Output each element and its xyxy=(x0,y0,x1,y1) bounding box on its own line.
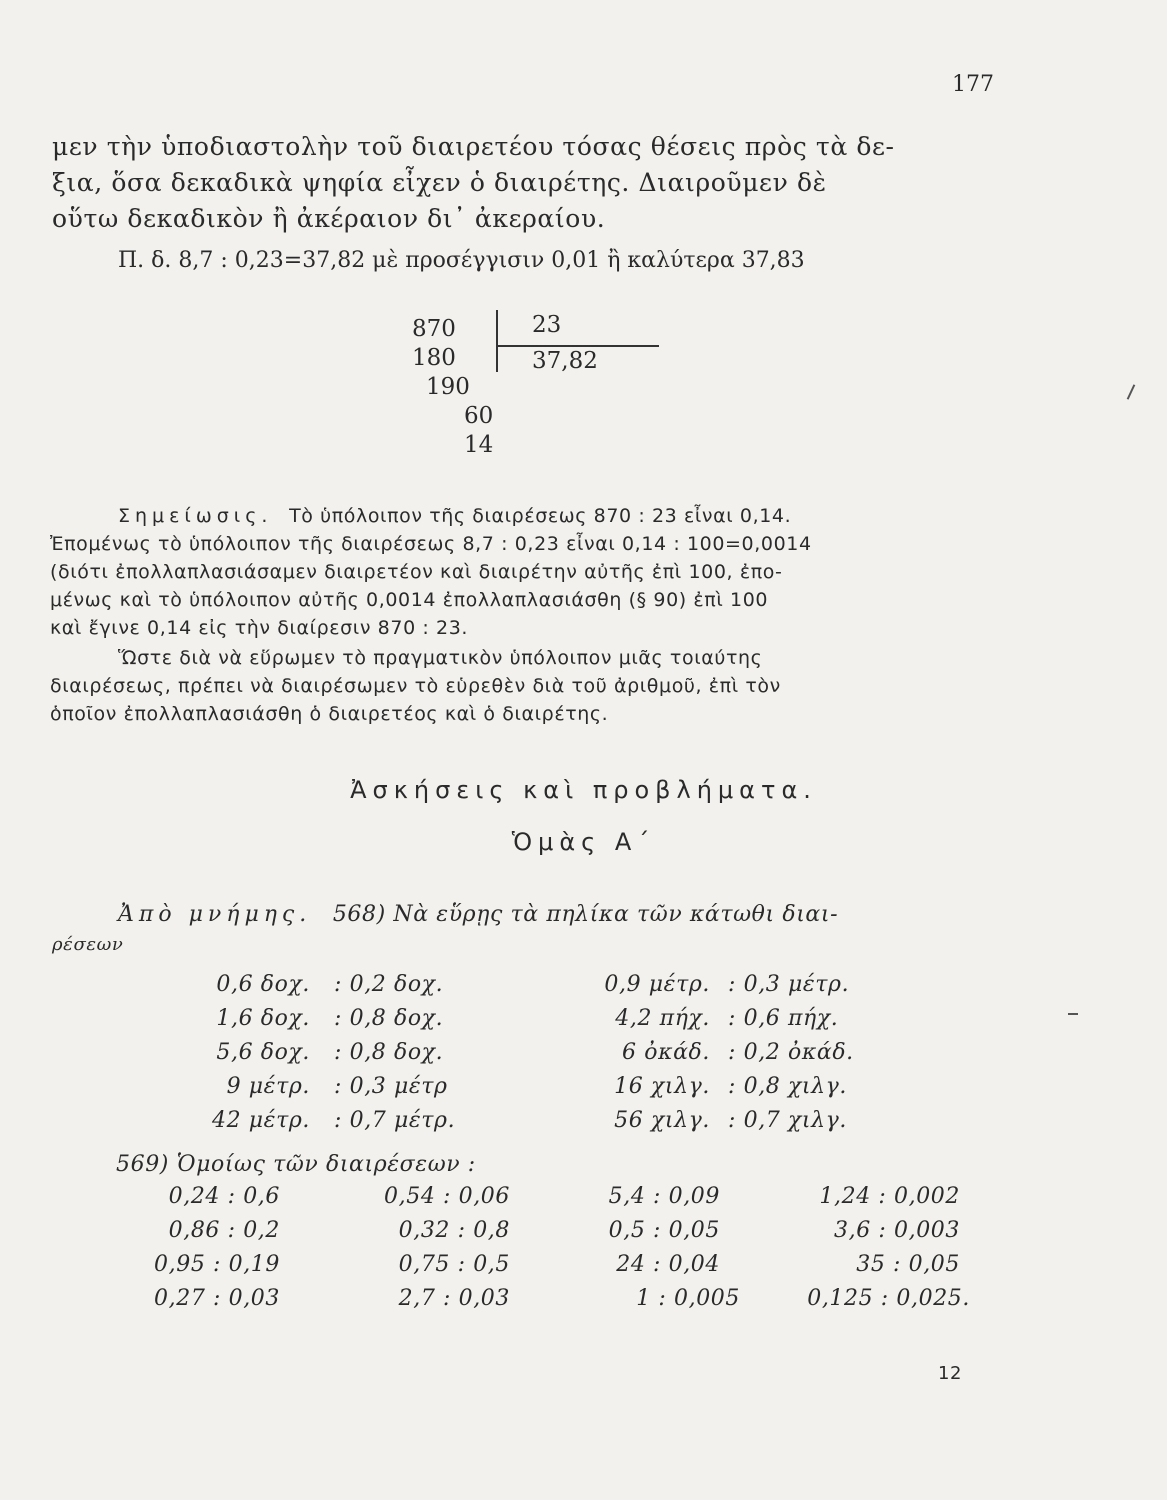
table-cell: : 0,3 μέτρ xyxy=(334,1074,448,1099)
section-title: Ἀσκήσεις καὶ προβλήματα. xyxy=(350,776,817,804)
margin-mark xyxy=(1068,1013,1078,1015)
note-line: ὁποῖον ἐπολλαπλασιάσθη ὁ διαιρετέος καὶ ὁ διαιρέτης. xyxy=(50,703,609,725)
table-cell: : 0,2 δοχ. xyxy=(334,972,444,997)
note-line: διαιρέσεως, πρέπει νὰ διαιρέσωμεν τὸ εὑρεθὲν διὰ τοῦ ἀριθμοῦ, ἐπὶ τὸν xyxy=(50,675,781,697)
table-cell: 0,86 : 0,2 xyxy=(168,1218,280,1243)
table-cell: : 0,8 δοχ. xyxy=(334,1006,444,1031)
table-cell: 4,2 πήχ. xyxy=(615,1006,710,1031)
quotient: 37,82 xyxy=(532,348,598,374)
table-cell: : 0,7 χιλγ. xyxy=(728,1108,848,1133)
table-cell: 0,24 : 0,6 xyxy=(168,1184,280,1209)
table-cell: 0,54 : 0,06 xyxy=(384,1184,510,1209)
note-line: (διότι ἐπολλαπλασιάσαμεν διαιρετέον καὶ διαιρέτην αὐτῆς ἐπὶ 100, ἐπο- xyxy=(50,561,783,583)
table-cell: 0,75 : 0,5 xyxy=(398,1252,510,1277)
exercise-568-continuation: ρέσεων xyxy=(52,934,124,955)
division-bar-horizontal xyxy=(497,345,659,347)
table-cell: 16 χιλγ. xyxy=(614,1074,710,1099)
table-cell: 0,125 : 0,025. xyxy=(807,1286,970,1311)
division-step: 870 xyxy=(412,316,456,342)
table-cell: 9 μέτρ. xyxy=(226,1074,310,1099)
division-step: 180 xyxy=(412,345,456,371)
table-cell: : 0,6 πήχ. xyxy=(728,1006,839,1031)
table-cell: 6 ὀκάδ. xyxy=(622,1040,710,1065)
exercise-568-label: Ἀπὸ μνήμης. xyxy=(118,902,312,927)
page-number: 177 xyxy=(952,72,994,97)
note-line: μένως καὶ τὸ ὑπόλοιπον αὐτῆς 0,0014 ἐπολλαπλασιάσθη (§ 90) ἐπὶ 100 xyxy=(50,589,769,611)
table-cell: 5,4 : 0,09 xyxy=(608,1184,720,1209)
division-bar-vertical xyxy=(496,310,498,372)
table-cell: 0,27 : 0,03 xyxy=(154,1286,280,1311)
note-line: Τὸ ὑπόλοιπον τῆς διαιρέσεως 870 : 23 εἶναι 0,14. xyxy=(289,505,792,527)
table-cell: 42 μέτρ. xyxy=(212,1108,310,1133)
table-cell: : 0,8 δοχ. xyxy=(334,1040,444,1065)
exercise-568-text: 568) Νὰ εὕρῃς τὰ πηλίκα τῶν κάτωθι διαι- xyxy=(332,902,839,927)
intro-line: ξια, ὅσα δεκαδικὰ ψηφία εἶχεν ὁ διαιρέτης. Διαιροῦμεν δὲ xyxy=(52,168,827,197)
table-cell: 1,6 δοχ. xyxy=(216,1006,310,1031)
margin-mark xyxy=(1127,384,1136,399)
table-cell: : 0,7 μέτρ. xyxy=(334,1108,456,1133)
division-step: 60 xyxy=(464,403,494,429)
table-cell: 0,32 : 0,8 xyxy=(398,1218,510,1243)
note-line: Ὥστε διὰ νὰ εὕρωμεν τὸ πραγματικὸν ὑπόλοιπον μιᾶς τοιαύτης xyxy=(118,647,763,669)
intro-line: οὕτω δεκαδικὸν ἢ ἀκέραιον δι᾽ ἀκεραίου. xyxy=(52,204,606,233)
table-cell: 56 χιλγ. xyxy=(614,1108,710,1133)
table-cell: 24 : 0,04 xyxy=(616,1252,720,1277)
group-title: Ὁμὰς Α΄ xyxy=(511,828,656,856)
exercise-569-label: 569) Ὁμοίως τῶν διαιρέσεων : xyxy=(116,1152,476,1177)
divisor: 23 xyxy=(532,312,562,338)
table-cell: 0,5 : 0,05 xyxy=(608,1218,720,1243)
note-label: Σημείωσις. xyxy=(118,505,273,527)
table-cell: 0,6 δοχ. xyxy=(216,972,310,997)
table-cell: 2,7 : 0,03 xyxy=(398,1286,510,1311)
table-cell: 5,6 δοχ. xyxy=(216,1040,310,1065)
table-cell: 35 : 0,05 xyxy=(856,1252,960,1277)
division-step: 14 xyxy=(464,432,494,458)
table-cell: 3,6 : 0,003 xyxy=(834,1218,960,1243)
table-cell: 0,95 : 0,19 xyxy=(154,1252,280,1277)
division-step: 190 xyxy=(426,374,470,400)
example-line: Π. δ. 8,7 : 0,23=37,82 μὲ προσέγγισιν 0,01 ἢ καλύτερα 37,83 xyxy=(118,248,805,273)
table-cell: 0,9 μέτρ. xyxy=(604,972,710,997)
note-line: καὶ ἔγινε 0,14 εἰς τὴν διαίρεσιν 870 : 23. xyxy=(50,617,469,639)
table-cell: 1,24 : 0,002 xyxy=(819,1184,960,1209)
table-cell: : 0,3 μέτρ. xyxy=(728,972,850,997)
note-line: Ἐπομένως τὸ ὑπόλοιπον τῆς διαιρέσεως 8,7 : 0,23 εἶναι 0,14 : 100=0,0014 xyxy=(50,533,812,555)
intro-line: μεν τὴν ὑποδιαστολὴν τοῦ διαιρετέου τόσας θέσεις πρὸς τὰ δε- xyxy=(52,132,895,161)
table-cell: : 0,2 ὀκάδ. xyxy=(728,1040,854,1065)
table-cell: 1 : 0,005 xyxy=(636,1286,740,1311)
footer-number: 12 xyxy=(938,1363,963,1384)
table-cell: : 0,8 χιλγ. xyxy=(728,1074,848,1099)
